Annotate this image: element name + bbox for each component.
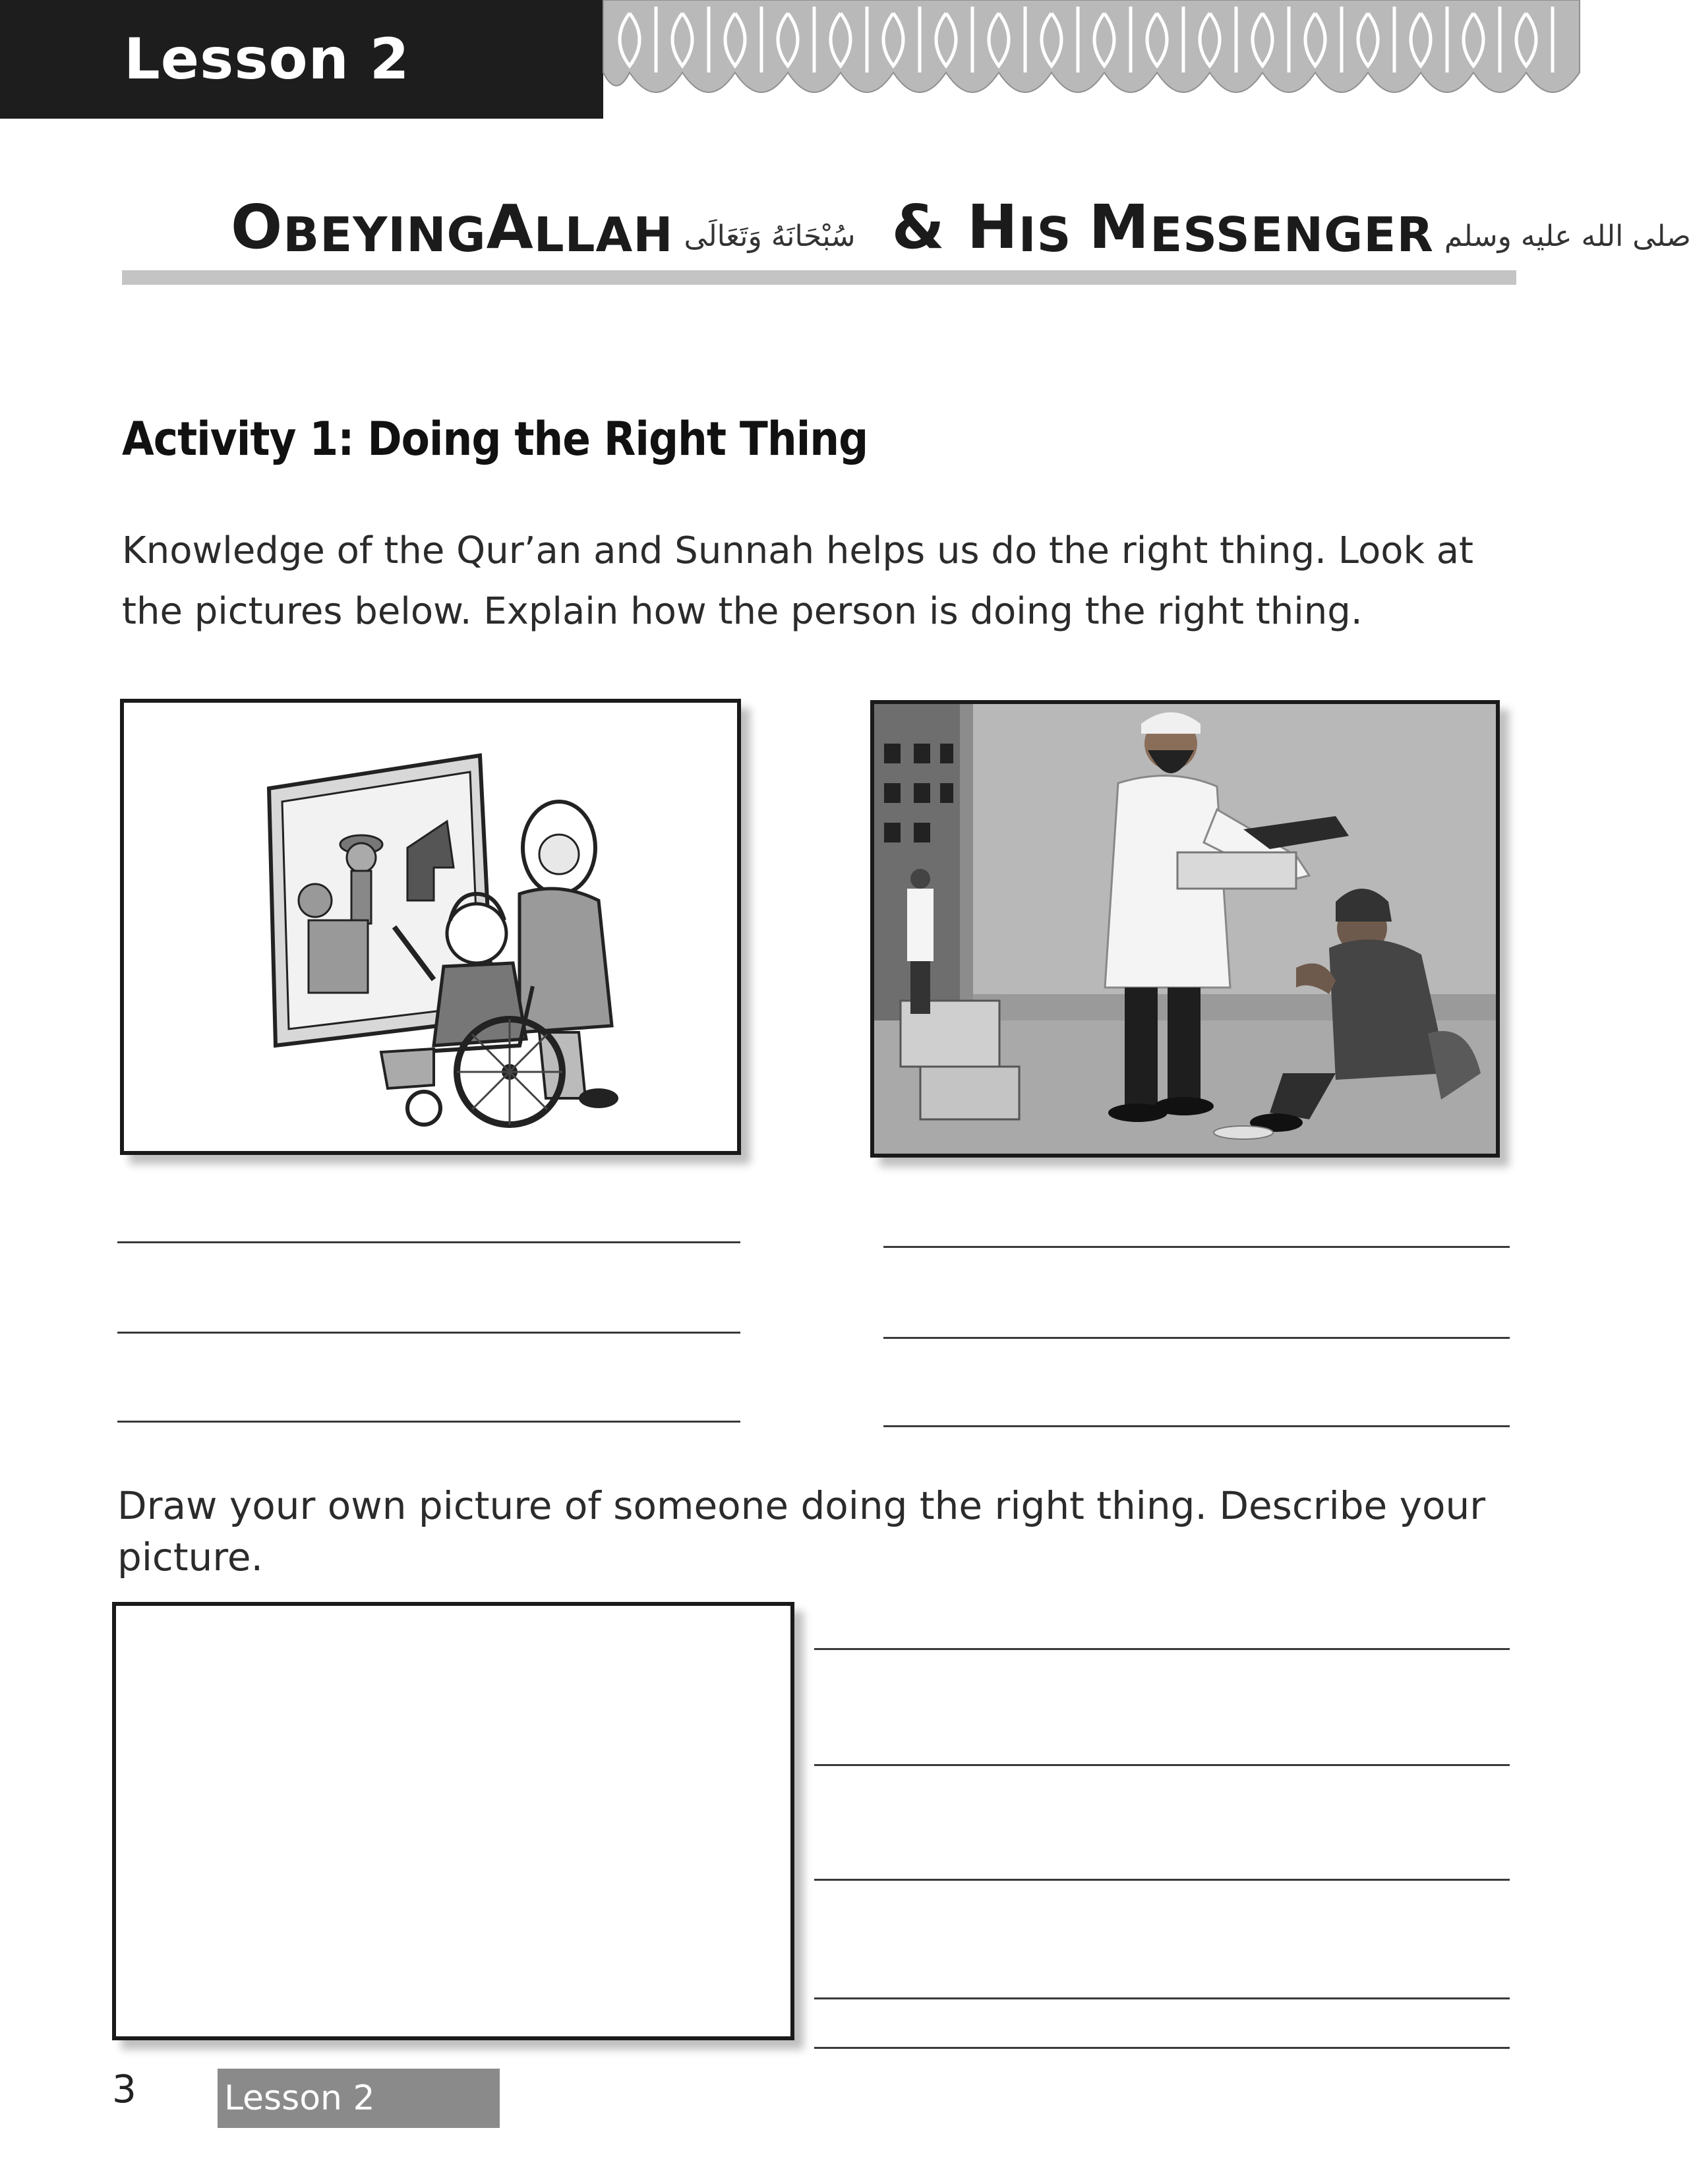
writing-line[interactable] (814, 1997, 1510, 1999)
honorific-glyph: سُبْحَانَهُ وَتَعَالَى (684, 220, 856, 253)
writing-line[interactable] (883, 1425, 1510, 1427)
title-letter: H (966, 192, 1019, 262)
title-underline (122, 270, 1516, 285)
writing-line[interactable] (883, 1337, 1510, 1339)
drawing-area[interactable] (112, 1602, 794, 2040)
title-letter: A (486, 192, 534, 262)
illustration-charity-giving (870, 700, 1500, 1158)
writing-line[interactable] (117, 1241, 740, 1243)
title-word: IS (1018, 207, 1089, 262)
title-word: BEYING (283, 207, 487, 262)
page-number: 3 (112, 2067, 136, 2111)
activity-heading: Activity 1: Doing the Right Thing (122, 412, 868, 466)
writing-line[interactable] (814, 1764, 1510, 1766)
footer-lesson-label: Lesson 2 (224, 2079, 375, 2118)
footer-lesson-tab (218, 2069, 500, 2128)
title-word: ESSENGER (1150, 207, 1434, 262)
title-letter: M (1088, 192, 1150, 262)
page-title (231, 177, 1691, 262)
title-ampersand: & (870, 192, 967, 262)
writing-line[interactable] (117, 1332, 740, 1334)
writing-line[interactable] (814, 2047, 1510, 2049)
lesson-tab (0, 0, 603, 119)
ornament-border (603, 0, 1580, 125)
activity-instructions: Knowledge of the Qur’an and Sunnah helps us do the right thing. Look at the pictures below. Explain how the person is doing the right thing. (122, 529, 1473, 633)
honorific-glyph: صلى الله عليه وسلم (1444, 220, 1691, 253)
illustration-wheelchair-help (120, 699, 741, 1155)
writing-line[interactable] (814, 1879, 1510, 1881)
drawing-instructions: Draw your own picture of someone doing the right thing. Describe your picture. (117, 1483, 1486, 1579)
writing-line[interactable] (814, 1648, 1510, 1650)
lesson-tab-label: Lesson 2 (124, 26, 410, 92)
writing-line[interactable] (883, 1246, 1510, 1248)
title-letter: O (231, 192, 283, 262)
writing-line[interactable] (117, 1421, 740, 1423)
title-word: LLAH (533, 207, 674, 262)
